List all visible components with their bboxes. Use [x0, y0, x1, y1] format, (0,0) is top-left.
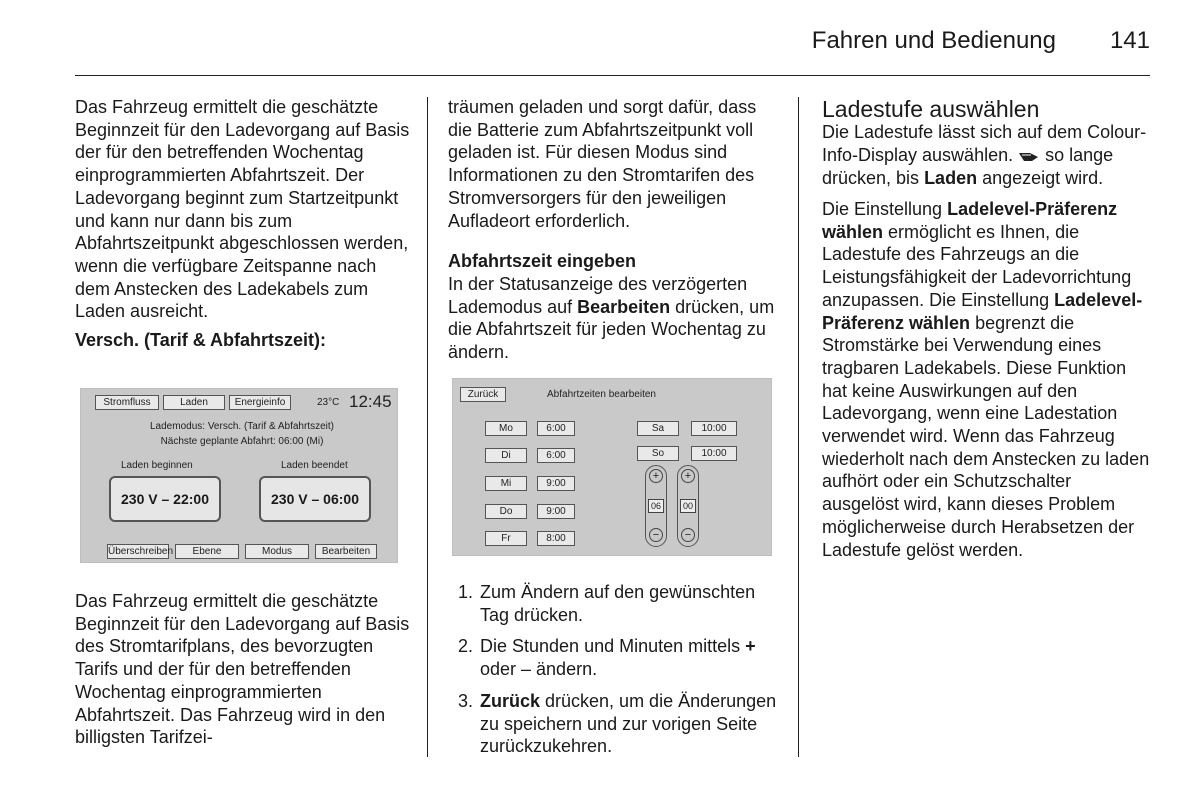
- minute-value: 00: [680, 499, 696, 513]
- step-3-bold: Zurück: [480, 690, 541, 711]
- column-2: [448, 96, 780, 364]
- charging-status-screen: [80, 388, 398, 563]
- label-laden-beginnen: Laden beginnen: [121, 460, 193, 471]
- step-3-text-b: drücken, um die Änderungen zu speichern und zur vorigen Seite zurückzukehren.: [480, 690, 777, 757]
- step-1-number: 1.: [458, 582, 474, 602]
- time-field-do[interactable]: 9:00: [537, 504, 575, 519]
- time-field-so[interactable]: 10:00: [691, 446, 737, 461]
- col2-heading: Abfahrtszeit eingeben: [448, 251, 637, 272]
- hour-stepper: [645, 465, 667, 547]
- departure-times-screen: [452, 378, 772, 556]
- day-button-do[interactable]: Do: [485, 504, 527, 519]
- col3-p1-text-c: angezeigt wird.: [977, 168, 1104, 189]
- col2-paragraph-2: [448, 273, 780, 364]
- col3-p2-bold-2: Ladelevel-Präferenz wählen: [822, 289, 1143, 333]
- column-divider-2: [798, 97, 799, 757]
- col1-paragraph-2: Das Fahrzeug ermittelt die geschätzte Beginnzeit für den Ladevorgang auf Basis des Stromtarifplans, des bevorzugten Tarifs und der für den betreffenden Wochentag einprogrammierten Abfahrtszeit. Das Fahrzeug wird in den billigsten Tarifzei-: [75, 591, 410, 748]
- ueberschreiben-button[interactable]: Überschreiben: [108, 546, 174, 557]
- charge-mode-line: Lademodus: Versch. (Tarif & Abfahrtszeit): [150, 421, 334, 432]
- bearbeiten-button[interactable]: Bearbeiten: [315, 544, 377, 559]
- col2-p2-text-a: In der Statusanzeige des verzögerten Lademodus auf: [448, 273, 748, 317]
- page-number: 141: [1109, 27, 1150, 54]
- col3-paragraph-1: [822, 121, 1150, 190]
- day-button-di[interactable]: Di: [485, 448, 527, 463]
- column-1: [75, 96, 410, 352]
- step-1: [458, 581, 784, 626]
- col3-p1-bold: Laden: [924, 168, 978, 189]
- col2-paragraph-1: träumen geladen und sorgt dafür, dass die Batterie zum Abfahrtszeitpunkt voll geladen ist. Für diesen Modus sind Informationen zu den Stromtarifen des Stromversorgers für den jeweiligen Aufladeort erforderlich.: [448, 97, 757, 231]
- tab-stromfluss[interactable]: Stromfluss: [95, 395, 159, 410]
- time-field-mo[interactable]: 6:00: [537, 421, 575, 436]
- label-laden-beendet: Laden beendet: [281, 460, 348, 471]
- time-field-sa[interactable]: 10:00: [691, 421, 737, 436]
- col3-p2-text-c: begrenzt die Stromstärke bei Verwendung eines tragbaren Ladekabels. Diese Funktion hat keine Auswirkungen auf den Ladevorgang, wenn eine Ladestation verwendet wird. Wenn das Fahrzeug wiederholt nach dem Anstecken zu laden aufhört oder ein Schutzschalter ausgelöst wird, kann dieses Problem möglicherweise durch Herabsetzen der Ladestufe gelöst werden.: [822, 312, 1150, 560]
- zurueck-button[interactable]: Zurück: [460, 387, 506, 402]
- charge-start-box: 230 V – 22:00: [109, 476, 221, 522]
- minute-stepper: [677, 465, 699, 547]
- day-button-fr[interactable]: Fr: [485, 531, 527, 546]
- touch-icon: [1018, 145, 1040, 168]
- col1-heading: Versch. (Tarif & Abfahrtszeit):: [75, 330, 327, 351]
- col3-p1-text-b: so lange drücken, bis: [822, 144, 1114, 189]
- clock: 12:45: [349, 392, 392, 411]
- tab-laden[interactable]: Laden: [163, 395, 225, 410]
- col3-p2-text-b: ermöglicht es Ihnen, die Ladestufe des Fahrzeugs an die Leistungsfähigkeit der Ladevorrichtung anzupassen. Die Einstellung: [822, 221, 1132, 310]
- col2-p2-text-c: drücken, um die Abfahrtszeit für jeden Wochentag zu ändern.: [448, 296, 775, 363]
- col3-paragraph-2: [822, 198, 1150, 561]
- column-1-continued: [75, 590, 410, 749]
- step-2-text-a: Die Stunden und Minuten mittels: [480, 636, 746, 657]
- next-departure-line: Nächste geplante Abfahrt: 06:00 (Mi): [160, 436, 324, 447]
- step-3-number: 3.: [458, 690, 474, 711]
- column-divider-1: [427, 97, 428, 757]
- day-button-mi[interactable]: Mi: [485, 476, 527, 491]
- step-list: [458, 581, 784, 758]
- step-2-bold: +: [745, 636, 756, 657]
- ebene-button[interactable]: Ebene: [175, 544, 239, 559]
- hour-minus-button[interactable]: −: [649, 528, 663, 542]
- column-3: [822, 97, 1150, 561]
- step-2-number: 2.: [458, 636, 474, 657]
- column-2-steps: [458, 581, 784, 767]
- header-rule: [75, 75, 1150, 76]
- minute-minus-button[interactable]: −: [681, 528, 695, 542]
- time-field-fr[interactable]: 8:00: [537, 531, 575, 546]
- step-2: [458, 635, 784, 680]
- departure-screen-title: Abfahrtzeiten bearbeiten: [547, 389, 656, 400]
- day-button-so[interactable]: So: [637, 446, 679, 461]
- step-3: [458, 690, 784, 758]
- col3-heading: Ladestufe auswählen: [822, 96, 1040, 122]
- day-button-sa[interactable]: Sa: [637, 421, 679, 436]
- col2-p2-bold: Bearbeiten: [577, 296, 671, 317]
- charge-end-box: 230 V – 06:00: [259, 476, 371, 522]
- col1-paragraph-1: Das Fahrzeug ermittelt die geschätzte Beginnzeit für den Ladevorgang auf Basis der für den betreffenden Wochentag einprogrammierten Abfahrtszeit. Der Ladevorgang beginnt zum Startzeitpunkt und kann nur dann bis zum Abfahrtszeitpunkt abgeschlossen werden, wenn die verfügbare Zeitspanne nach dem Anstecken des Ladekabels zum Laden ausreicht.: [75, 97, 410, 322]
- tab-energieinfo[interactable]: Energieinfo: [229, 395, 291, 410]
- col3-p2-text-a: Die Einstellung: [822, 199, 948, 219]
- hour-plus-button[interactable]: +: [649, 469, 663, 483]
- temperature: 23°C: [317, 397, 340, 408]
- time-field-mi[interactable]: 9:00: [537, 476, 575, 491]
- col3-p1-text-a: Die Ladestufe lässt sich auf dem Colour-Info-Display auswählen.: [822, 122, 1147, 165]
- minute-plus-button[interactable]: +: [681, 469, 695, 483]
- hour-value: 06: [648, 499, 664, 513]
- page-header-title: Fahren und Bedienung: [811, 27, 1056, 54]
- day-button-mo[interactable]: Mo: [485, 421, 527, 436]
- step-2-text-b: oder – ändern.: [480, 659, 598, 680]
- col3-p2-bold-1: Ladelevel-Präferenz wählen: [822, 199, 1118, 242]
- time-field-di[interactable]: 6:00: [537, 448, 575, 463]
- modus-button[interactable]: Modus: [245, 544, 309, 559]
- step-1-text: Zum Ändern auf den gewünschten Tag drücken.: [480, 582, 756, 625]
